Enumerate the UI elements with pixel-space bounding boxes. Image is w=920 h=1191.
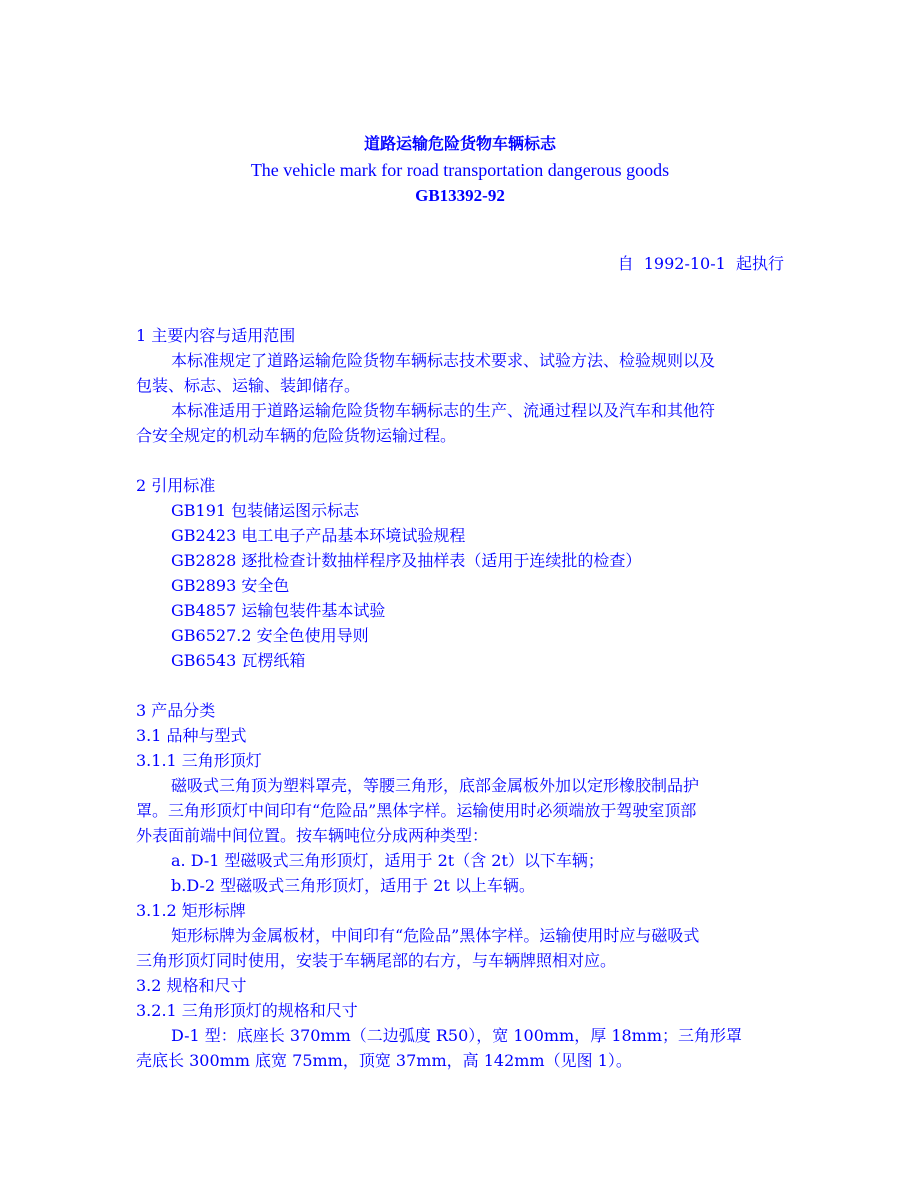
reference-item: GB6543 瓦楞纸箱 xyxy=(171,651,306,670)
section-1-heading: 1 主要内容与适用范围 xyxy=(136,326,296,345)
section-2-heading: 2 引用标准 xyxy=(136,476,216,495)
paragraph-line: D-1 型：底座长 370mm（二边弧度 R50），宽 100mm，厚 18mm；三角形罩 xyxy=(171,1026,743,1045)
paragraph-line: 三角形顶灯同时使用，安装于车辆尾部的右方，与车辆牌照相对应。 xyxy=(136,951,617,970)
subsection-heading: 3.1.1 三角形顶灯 xyxy=(136,751,262,770)
paragraph-line: 外表面前端中间位置。按车辆吨位分成两种类型： xyxy=(136,826,489,845)
paragraph-line: 壳底长 300mm 底宽 75mm，顶宽 37mm，高 142mm（见图 1）。 xyxy=(136,1051,632,1070)
effective-date: 自 1992-10-1 起执行 xyxy=(617,254,784,273)
reference-item: GB2828 逐批检查计数抽样程序及抽样表（适用于连续批的检查） xyxy=(171,551,642,570)
subsection-heading: 3.1 品种与型式 xyxy=(136,726,247,745)
paragraph-line: 矩形标牌为金属板材，中间印有“危险品”黑体字样。运输使用时应与磁吸式 xyxy=(171,926,700,945)
section-3-heading: 3 产品分类 xyxy=(136,701,216,720)
list-item: a. D-1 型磁吸式三角形顶灯，适用于 2t（含 2t）以下车辆； xyxy=(171,851,604,870)
reference-item: GB2893 安全色 xyxy=(171,576,290,595)
paragraph-line: 罩。三角形顶灯中间印有“危险品”黑体字样。运输使用时必须端放于驾驶室顶部 xyxy=(136,801,697,820)
document-title: 道路运输危险货物车辆标志 xyxy=(363,134,556,153)
subsection-heading: 3.1.2 矩形标牌 xyxy=(136,901,246,920)
title-block xyxy=(0,131,920,209)
reference-item: GB4857 运输包装件基本试验 xyxy=(171,601,386,620)
subsection-heading: 3.2.1 三角形顶灯的规格和尺寸 xyxy=(136,1001,358,1020)
spacer xyxy=(136,673,786,698)
list-item: b.D-2 型磁吸式三角形顶灯，适用于 2t 以上车辆。 xyxy=(171,876,535,895)
reference-item: GB2423 电工电子产品基本环境试验规程 xyxy=(171,526,466,545)
paragraph-line: 包装、标志、运输、装卸储存。 xyxy=(136,376,361,395)
document-body xyxy=(136,323,786,1073)
subsection-heading: 3.2 规格和尺寸 xyxy=(136,976,247,995)
paragraph-line: 磁吸式三角顶为塑料罩壳，等腰三角形，底部金属板外加以定形橡胶制品护 xyxy=(171,776,700,795)
reference-item: GB191 包装储运图示标志 xyxy=(171,501,360,520)
spacer xyxy=(136,448,786,473)
paragraph-line: 合安全规定的机动车辆的危险货物运输过程。 xyxy=(136,426,457,445)
document-title-english: The vehicle mark for road transportation dangerous goods xyxy=(250,160,670,180)
paragraph-line: 本标准适用于道路运输危险货物车辆标志的生产、流通过程以及汽车和其他符 xyxy=(171,401,716,420)
standard-code: GB13392-92 xyxy=(415,186,505,205)
reference-item: GB6527.2 安全色使用导则 xyxy=(171,626,369,645)
paragraph-line: 本标准规定了道路运输危险货物车辆标志技术要求、试验方法、检验规则以及 xyxy=(171,351,716,370)
